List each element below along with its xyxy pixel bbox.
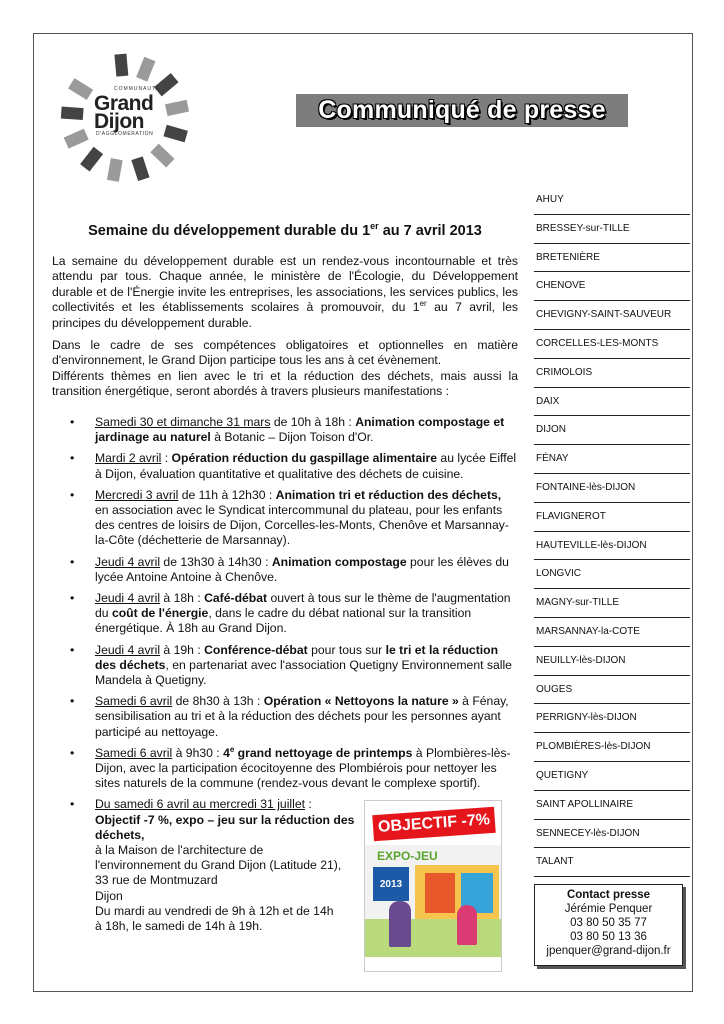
event-item: [66, 643, 518, 689]
event-highlight: grand nettoyage de printemps: [234, 745, 413, 760]
commune-item: FÉNAY: [534, 445, 690, 474]
event-text: ouvert à tous sur le thème de l'augmentation du: [95, 591, 511, 621]
contact-phone: 03 80 50 35 77: [570, 917, 647, 929]
event-item: [66, 591, 518, 637]
poster-objectif: OBJECTIF -7%: [372, 807, 496, 841]
event-date: Jeudi 4 avril: [95, 642, 161, 657]
commune-item: NEUILLY-lès-DIJON: [534, 647, 690, 676]
intro-text-2b: Différents thèmes en lien avec le tri et la réduction des déchets, mais aussi la transition énergétique, seront abordés à travers plusieurs manifestations :: [52, 368, 518, 399]
event-superscript: e: [229, 744, 235, 754]
event-date: Samedi 30 et dimanche 31 mars: [95, 415, 271, 429]
contact-email[interactable]: jpenquer@grand-dijon.fr: [546, 945, 671, 957]
event-date: Jeudi 4 avril: [95, 591, 161, 606]
contact-box: [534, 884, 683, 966]
event-text: à 18h :: [160, 591, 205, 606]
event-line: à 18h, le samedi de 14h à 19h.: [95, 919, 263, 934]
press-title: Communiqué de presse: [318, 96, 606, 124]
event-text: de 11h à 12h30 :: [178, 487, 276, 502]
commune-item: OUGES: [534, 676, 690, 705]
logo-grand: Grand: [94, 92, 154, 115]
bullet: •: [70, 745, 75, 760]
event-date: Du samedi 6 avril au mercredi 31 juillet: [95, 797, 305, 812]
event-item: [66, 555, 518, 585]
commune-item: CRIMOLOIS: [534, 359, 690, 388]
event-text: à Plombières-lès-Dijon, avec la participation écocitoyenne des Plombiérois pour nettoyer les sites naturels de la commune (rendez-vous devant le complexe sportif).: [95, 745, 511, 791]
event-date: Mercredi 3 avril: [95, 487, 179, 502]
poster-year: 2013: [373, 867, 409, 901]
event-text: au lycée Eiffel à Dijon, évaluation quantitative et qualitative des déchets de cuisine.: [95, 451, 517, 481]
event-text: à 9h30 :: [172, 745, 224, 760]
event-text: , en partenariat avec l'association Quetigny Environnement salle Mandela à Quetigny.: [95, 657, 512, 688]
event-text: de 13h30 à 14h30 :: [160, 554, 272, 569]
event-item: [66, 451, 518, 481]
commune-item: BRETENIÈRE: [534, 244, 690, 273]
event-line: 33 rue de Montmuzard: [95, 873, 218, 888]
event-text: à Fénay, sensibilisation au tri et à la réduction des déchets pour les personnes ayant participé au nettoyage.: [95, 694, 509, 739]
commune-item: DIJON: [534, 416, 690, 445]
commune-item: CORCELLES-LES-MONTS: [534, 330, 690, 359]
expo-poster-image: [364, 800, 502, 972]
commune-item: SAINT APOLLINAIRE: [534, 791, 690, 820]
communes-list: [534, 186, 690, 877]
title-text: Semaine du développement durable du 1: [88, 222, 371, 239]
event-text: à Botanic – Dijon Toison d'Or.: [210, 430, 374, 445]
event-text: :: [161, 451, 172, 466]
event-highlight: Opération réduction du gaspillage alimentaire: [171, 451, 438, 466]
event-highlight: Opération « Nettoyons la nature »: [263, 694, 459, 709]
intro-text: La semaine du développement durable est un rendez-vous incontournable et très attendu par tous. Chaque année, le ministère de l'Écologie, du Développement durable et de l'Énergie invite les entreprises, les associations, les services publics, les collectivités et les établissements scolaires à promouvoir, du 1: [52, 254, 518, 315]
commune-item: MAGNY-sur-TILLE: [534, 589, 690, 618]
event-highlight: Animation compostage: [271, 554, 407, 569]
event-highlight: Conférence-débat: [204, 642, 308, 657]
event-text: :: [305, 797, 312, 812]
commune-item: CHEVIGNY-SAINT-SAUVEUR: [534, 301, 690, 330]
poster-floor: [365, 919, 502, 957]
intro-text-2a: Dans le cadre de ses compétences obligatoires et optionnelles en matière d'environnement, le Grand Dijon participe tous les ans à cet évènement.: [52, 338, 518, 368]
commune-item: PERRIGNY-lès-DIJON: [534, 704, 690, 733]
event-item: [66, 415, 518, 445]
event-date: Samedi 6 avril: [95, 694, 173, 709]
event-text: à 19h :: [160, 642, 205, 657]
event-text: de 10h à 18h :: [270, 415, 356, 429]
event-highlight: Objectif -7 %, expo – jeu sur la réduction des déchets,: [95, 812, 355, 842]
event-date: Jeudi 4 avril: [95, 554, 161, 569]
commune-item: QUETIGNY: [534, 762, 690, 791]
poster-expo: EXPO-JEU: [377, 849, 438, 863]
commune-item: MARSANNAY-la-COTE: [534, 618, 690, 647]
poster-character: [389, 901, 411, 947]
event-highlight: Animation tri et réduction des déchets,: [275, 487, 502, 502]
bullet: •: [70, 591, 75, 606]
event-highlight: le tri et la réduction des déchets: [95, 642, 499, 672]
intro-paragraph-1: [52, 254, 518, 331]
event-text: pour tous sur: [307, 642, 386, 657]
commune-item: DAIX: [534, 388, 690, 417]
commune-item: TALANT: [534, 848, 690, 877]
logo-dijon: Dijon: [94, 110, 144, 133]
event-date: Samedi 6 avril: [95, 745, 173, 760]
commune-item: LONGVIC: [534, 560, 690, 589]
title-superscript: er: [370, 221, 379, 231]
event-highlight: Animation compostage et jardinage au naturel: [95, 415, 505, 445]
event-text: , dans le cadre du débat national sur la transition énergétique. À 18h au Grand Dijon.: [95, 606, 472, 636]
event-item: [66, 694, 518, 740]
contact-title: Contact presse: [566, 889, 651, 901]
intro-text-end: au 7 avril, les principes du développement durable.: [52, 300, 518, 330]
event-highlight: coût de l'énergie: [111, 606, 209, 621]
event-text: en association avec le Syndicat intercommunal du plateau, pour les enfants des centres de loisirs de Dijon, Corcelles-les-Monts, Chenôve et Marsannay-la-Côte (déchetterie de Marsannay).: [95, 503, 509, 548]
bullet: •: [70, 797, 75, 812]
event-item-expo: [66, 797, 356, 934]
commune-item: FONTAINE-lès-DIJON: [534, 474, 690, 503]
grand-dijon-logo: [50, 40, 200, 190]
poster-character: [457, 905, 477, 945]
logo-agglomeration: D'AGGLOMÉRATION: [96, 131, 154, 137]
bullet: •: [70, 487, 75, 502]
event-highlight: 4: [223, 745, 230, 760]
commune-item: SENNECEY-lès-DIJON: [534, 820, 690, 849]
logo-communaute: COMMUNAUTÉ: [114, 86, 161, 92]
bullet: •: [70, 642, 75, 657]
event-line: l'environnement du Grand Dijon (Latitude 21),: [95, 858, 342, 873]
commune-item: PLOMBIÈRES-lès-DIJON: [534, 733, 690, 762]
event-item: [66, 488, 518, 549]
commune-item: AHUY: [534, 186, 690, 215]
commune-item: HAUTEVILLE-lès-DIJON: [534, 532, 690, 561]
event-date: Mardi 2 avril: [95, 451, 162, 466]
commune-item: CHENOVE: [534, 272, 690, 301]
event-line: Du mardi au vendredi de 9h à 12h et de 14h: [95, 903, 334, 918]
bullet: •: [70, 451, 75, 466]
event-text: pour les élèves du lycée Antoine Antoine à Chenôve.: [95, 554, 509, 584]
intro-paragraph-2: [52, 338, 518, 400]
bullet: •: [70, 554, 75, 569]
poster-footer: [365, 957, 502, 972]
bullet: •: [70, 415, 75, 429]
event-line: Dijon: [95, 888, 123, 903]
document-title: [52, 221, 518, 239]
bullet: •: [70, 694, 75, 709]
event-item: [66, 746, 518, 792]
commune-item: BRESSEY-sur-TILLE: [534, 215, 690, 244]
event-text: de 8h30 à 13h :: [172, 694, 264, 709]
event-highlight: Café-débat: [204, 591, 268, 606]
contact-name: Jérémie Penquer: [564, 903, 653, 915]
commune-item: FLAVIGNEROT: [534, 503, 690, 532]
poster-shelf: [425, 873, 455, 913]
contact-phone: 03 80 50 13 36: [570, 931, 647, 943]
event-line: à la Maison de l'architecture de: [95, 843, 264, 858]
intro-superscript: er: [419, 299, 427, 309]
title-text-end: au 7 avril 2013: [378, 222, 482, 239]
